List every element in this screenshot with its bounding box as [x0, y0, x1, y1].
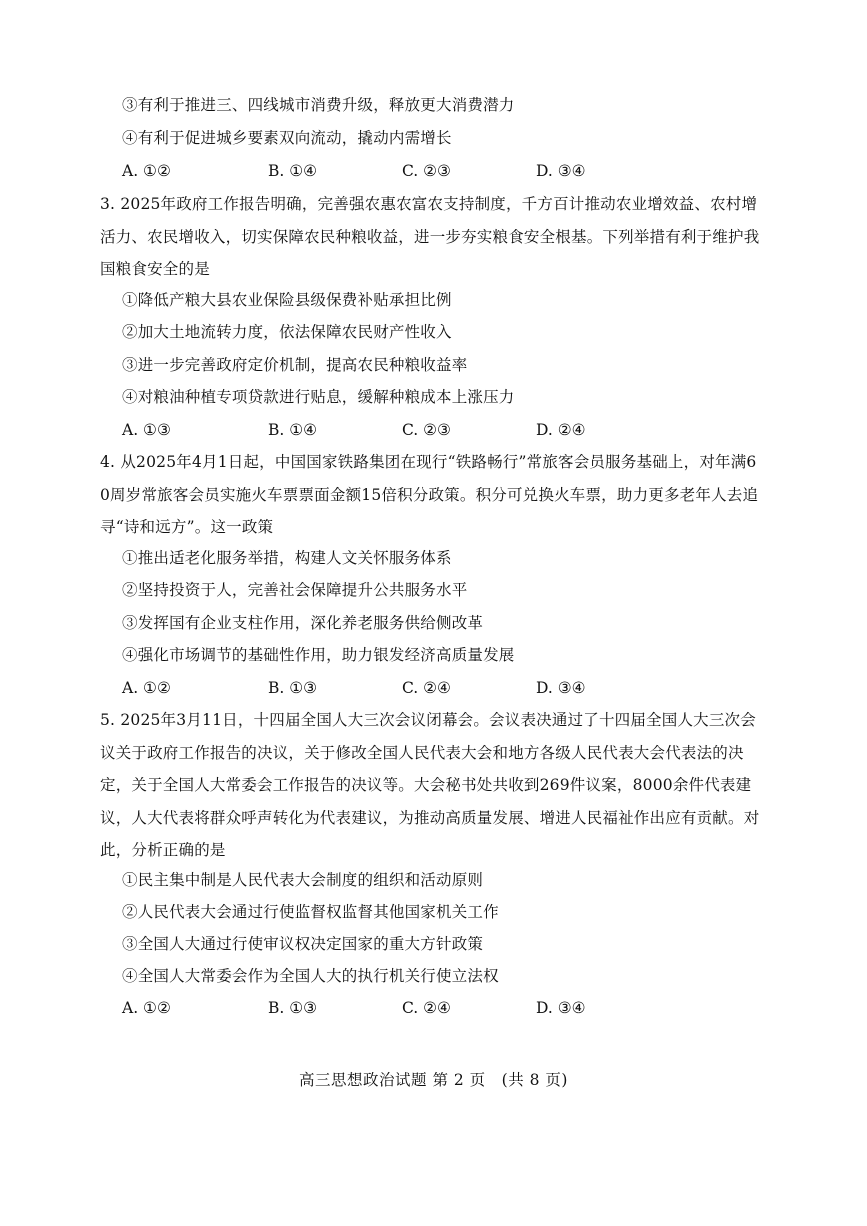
q3-statement-2: ②加大土地流转力度，依法保障农民财产性收入	[122, 323, 452, 341]
q5-option-c: C. ②④	[402, 999, 451, 1017]
q3-stem: 3. 2025年政府工作报告明确，完善强农惠农富农支持制度，千方百计推动农业增效益、农村增活力、农民增收入，切实保障农民种粮收益，进一步夯实粮食安全根基。下列举措有利于维护我国粮食安全的是	[100, 195, 760, 278]
q3-statement-1: ①降低产粮大县农业保险县级保费补贴承担比例	[122, 291, 452, 309]
q2-option-a: A. ①②	[122, 162, 171, 180]
q5-statement-2: ②人民代表大会通过行使监督权监督其他国家机关工作	[122, 903, 499, 921]
q2-options	[122, 160, 682, 182]
q5-option-d: D. ③④	[536, 999, 586, 1017]
q4-statement-4: ④强化市场调节的基础性作用，助力银发经济高质量发展	[122, 646, 515, 664]
q3-option-a: A. ①③	[122, 421, 171, 439]
q5-statement-4: ④全国人大常委会作为全国人大的执行机关行使立法权	[122, 967, 499, 985]
q5-option-a: A. ①②	[122, 999, 171, 1017]
q5-options	[122, 997, 682, 1019]
q5-statement-1: ①民主集中制是人民代表大会制度的组织和活动原则	[122, 871, 484, 889]
q4-option-a: A. ①②	[122, 679, 171, 697]
q2-option-d: D. ③④	[536, 162, 586, 180]
q2-option-c: C. ②③	[402, 162, 451, 180]
q4-statement-3: ③发挥国有企业支柱作用，深化养老服务供给侧改革	[122, 614, 484, 632]
q4-option-b: B. ①③	[268, 679, 318, 697]
q5-option-b: B. ①③	[268, 999, 318, 1017]
q3-options	[122, 419, 682, 441]
q4-statement-1: ①推出适老化服务举措，构建人文关怀服务体系	[122, 549, 452, 567]
q2-statement-3: ③有利于推进三、四线城市消费升级，释放更大消费潜力	[122, 96, 515, 114]
page-footer: 高三思想政治试题 第 2 页 (共 8 页)	[299, 1071, 568, 1089]
q2-statement-4: ④有利于促进城乡要素双向流动，撬动内需增长	[122, 129, 452, 147]
q3-option-d: D. ②④	[536, 421, 586, 439]
q4-option-c: C. ②④	[402, 679, 451, 697]
q2-option-b: B. ①④	[268, 162, 318, 180]
q5-statement-3: ③全国人大通过行使审议权决定国家的重大方针政策	[122, 935, 484, 953]
q4-stem: 4. 从2025年4月1日起，中国国家铁路集团在现行“铁路畅行”常旅客会员服务基础上，对年满60周岁常旅客会员实施火车票票面金额15倍积分政策。积分可兑换火车票，助力更多老年人去追寻“诗和远方”。这一政策	[100, 453, 759, 536]
q4-statement-2: ②坚持投资于人，完善社会保障提升公共服务水平	[122, 581, 468, 599]
q3-option-b: B. ①④	[268, 421, 318, 439]
q3-option-c: C. ②③	[402, 421, 451, 439]
q4-option-d: D. ③④	[536, 679, 586, 697]
q4-options	[122, 677, 682, 699]
q3-statement-4: ④对粮油种植专项贷款进行贴息，缓解种粮成本上涨压力	[122, 388, 515, 406]
q5-stem: 5. 2025年3月11日，十四届全国人大三次会议闭幕会。会议表决通过了十四届全国人大三次会议关于政府工作报告的决议，关于修改全国人民代表大会和地方各级人民代表大会代表法的决定，关于全国人大常委会工作报告的决议等。大会秘书处共收到269件议案，8000余件代表建议，人大代表将群众呼声转化为代表建议，为推动高质量发展、增进人民福祉作出应有贡献。对此，分析正确的是	[100, 711, 760, 859]
q3-statement-3: ③进一步完善政府定价机制，提高农民种粮收益率	[122, 356, 468, 374]
